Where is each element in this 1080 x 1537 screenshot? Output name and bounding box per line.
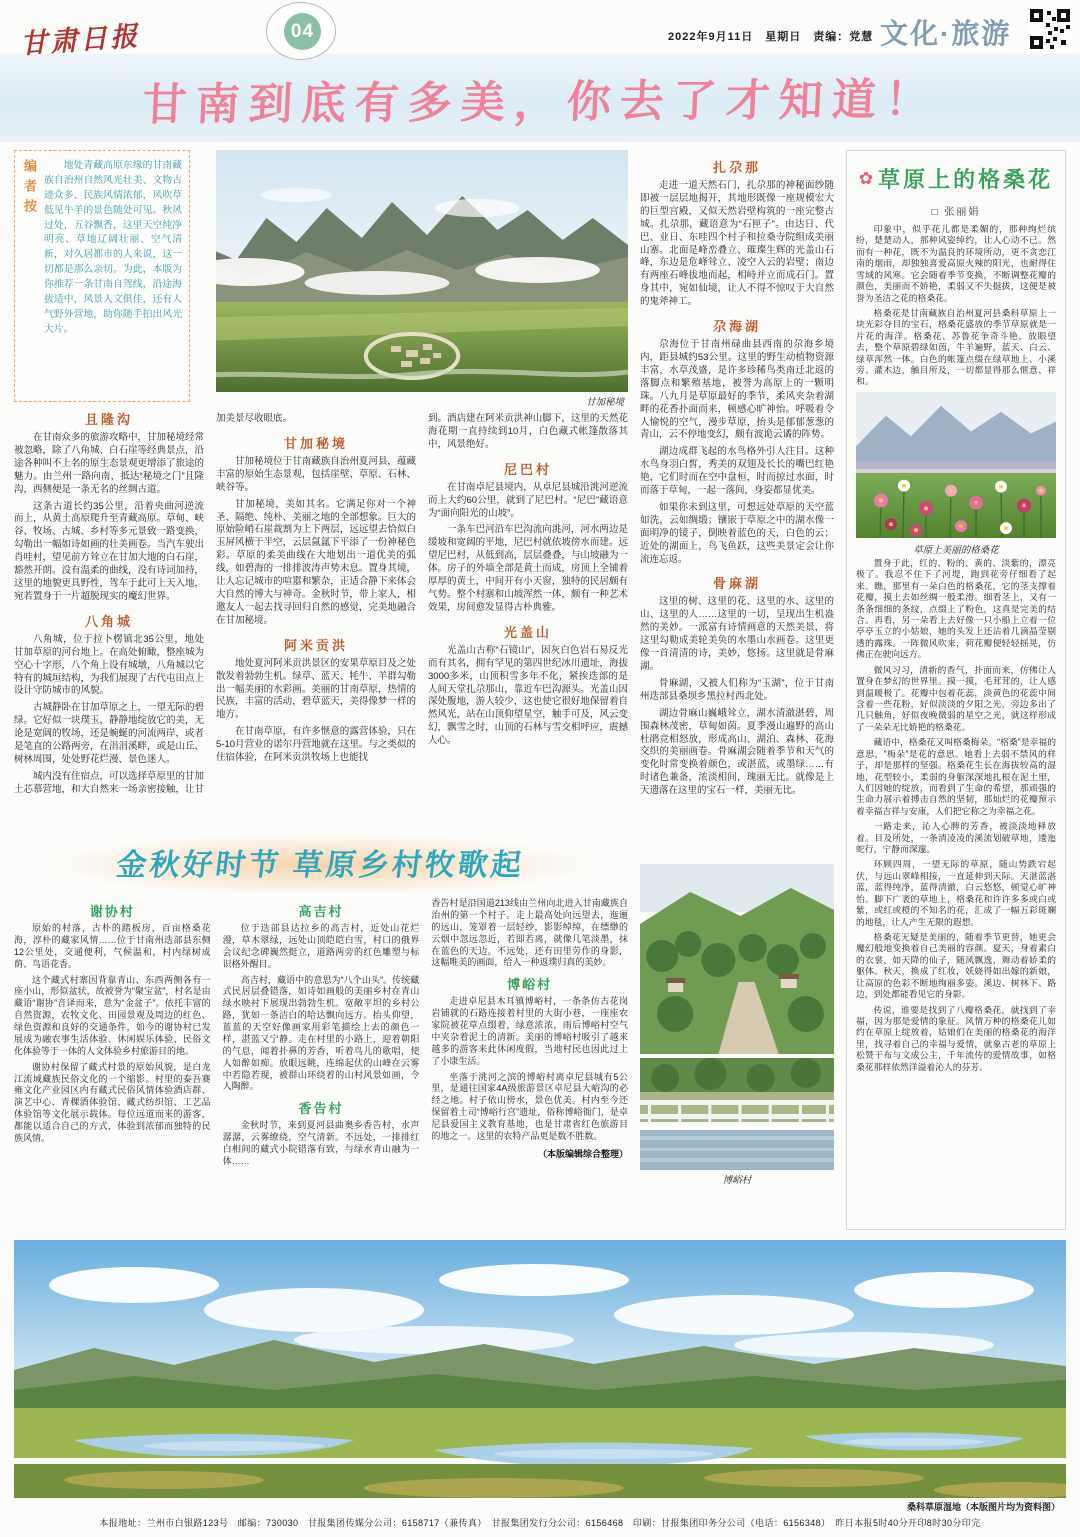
- paragraph: 这个藏式村寨因背靠青山、东西两侧各有一座小山，形似盆状，故被誉为“聚宝盆”，村名是由藏语“谢协”音译而来，意为“金盆子”。依托丰富的自然资源，农牧文化、田园景观及周边的红色、绿色资源和良好的交通条件，如今的谢协村已发展成为融农事生活体验、休闲娱乐体验、民俗文化体验等于一体的人文体验乡村旅游目的地。: [14, 974, 211, 1056]
- editor-note-text: 地处青藏高原东缘的甘南藏族自治州自然风光壮美、文物古迹众多、民族风情浓郁，风吹草低见牛羊的景色随处可见。秋风过处，五谷飘香，这里天空纯净明亮、草地辽阔壮丽、空气清新，对久居都市的人来说，这一切都是那么亲切。为此，本版为你推荐一条甘南自驾线，沿途海拔适中，风景人文俱佳，还有人气野外营地，助你随手拍出风光大片。: [44, 160, 182, 335]
- essay-column: [846, 150, 1066, 1230]
- paragraph: 高吉村，藏语中的意思为“八个山头”。传统藏式民居层叠错落，如诗如画般的美丽乡村在青山绿水映衬下展现出勃勃生机。宽敞平坦的乡村公路，犹如一条洁白的哈达飘向远方。抬头仰望，蓝蓝的天空好像画家用彩笔描绘上去的颜色一样，湛蓝又宁静。走在村里的小路上，迎着朝阳的气息，闻着扑鼻的芳香，听着鸟儿的歌唱，使人如醉如痴。放眼远眺，连绵起伏的山峰在云雾中若隐若现，被群山环绕着的山村风景如画，令人陶醉。: [222, 974, 420, 1092]
- paragraph: 一路走来，沁人心脾的芳香，被淡淡地释放着。目及所处，一条清凌凌的溪流划破草地，逶迤蛇行，宁静而深邃。: [856, 821, 1056, 855]
- paragraph: 格桑花是甘南藏族自治州夏河县桑科草原上一块光彩夺目的宝石，格桑花盛放的季节草原就是一片花的海洋。格桑花、苏鲁花争奇斗艳，放眼望去，整个草原碧绿如茵，牛羊遍野，蓝天、白云、绿草浑然一体。白色的帐篷点缀在绿草地上、小溪旁、灌木边，触目所及，一切都显得那么惬意、祥和。: [856, 307, 1056, 387]
- panorama-photo: [14, 1240, 1066, 1498]
- column-d: [640, 150, 834, 826]
- section-heading: 且隆沟: [84, 412, 133, 427]
- main-headline: 甘南到底有多美，你去了才知道！: [141, 75, 939, 130]
- section-heading: 光盖山: [503, 624, 552, 640]
- paragraph: 走进卓尼县木耳镇博峪村，一条条仿古花岗岩铺就的石路连接着村里的大街小巷，一座座农家院被花草点缀着，绿意浓浓，雨后博峪村空气中夹杂着泥土的清新。美丽的博峪村吸引了越来越多的游客来此休闲度假，当地村民也因此过上了小康生活。: [431, 996, 628, 1066]
- paragraph: 格桑花无疑是美丽的，随着季节更替，她更会魔幻般地变换着自己美丽的容颜。夏天，身着素白的衣裳，如天降的仙子，随风飘逸，舞动着娇柔的躯体。秋天，换成了红妆，妖娆得如出嫁的新娘，让高原的色彩不断地绚丽多姿。溪边、树林下、路边，到处都能看见它的身影。: [856, 931, 1056, 1000]
- paragraph: 传说，谁要是找到了八瓣格桑花，就找到了幸福，因为那是爱情的象征。风情万种的格桑花儿如约在草原上绽放着，姑娘们在美丽的格桑花的海洋里，找寻着自己的幸福与爱情，就象古老的草原上松赞干布与文成公主，千年流传的爱情故事，如格桑花那样依然洋溢着沁人的芬芳。: [856, 1004, 1056, 1072]
- column-b: [216, 411, 416, 825]
- paragraph: 金秋时节，来到夏河县曲奥乡香告村，水声潺潺，云雾缭绕，空气清新。不远处，一排排红白相间的藏式小院错落有致，与绿水青山融为一体……: [222, 1120, 420, 1166]
- section-heading: 尼巴村: [503, 461, 552, 477]
- village-photo-2: [640, 1058, 834, 1170]
- main-photo: [216, 150, 628, 392]
- paragraph: 位于迭部县达拉乡的高吉村，近处山花烂漫，草木翠绿，远处山顶皑皑白雪，村口的俄界会议纪念碑巍然挺立，道路两旁的红色雕塑与标识格外醒目。: [222, 923, 420, 969]
- essay-photo: [856, 392, 1056, 538]
- paragraph: 在甘南草原，有许多惬意的露营体验，只在5-10月营业的诺尔丹营地就在这里。与之类似的住宿体验，在阿米贡洪牧场上也能找: [216, 726, 416, 764]
- section-title: 文化·旅游: [880, 18, 1012, 49]
- band-headline-wrap: [14, 832, 628, 892]
- date-line: 2022年9月11日 星期日 责编：党慧: [668, 31, 874, 43]
- paragraph: 微风习习，清新的香气，扑面而来，仿佛让人置身在梦幻的世界里。摸一摸，毛茸茸的，让人感到温暖极了。花瓣中包着花蕊，淡黄色的花蕊中间含着一些花粉，好似淡淡的夕阳之光，旁边多出了几只触角，好似夜晚微弱的星空之光，就这样形成了一朵朵无比娇艳的格桑花。: [856, 664, 1056, 732]
- paragraph: 到。酒店建在阿米贡洪神山脚下，这里的天然花海花期一直持续到10月，白色藏式帐篷散落其中，风景绝好。: [428, 413, 628, 450]
- paragraph: 在甘南卓尼县境内，从卓尼县城沿洮河逆流而上大约60公里，就到了尼巴村。“尼巴”藏语意为“面向阳光的山坡”。: [428, 481, 628, 519]
- bottom-column-a: [14, 896, 211, 1232]
- paragraph: 尕海位于甘南州碌曲县西南的尕海乡境内，距县城约53公里。这里的野生动植物资源丰富，水草茂盛，是许多珍稀鸟类南迁北返的落脚点和繁殖基地，被誉为高原上的一颗明珠。八九月是草原最好的季节，柔风夹杂着湖畔的花香扑面而来，顿感心旷神怡。呼吸着令人愉悦的空气，漫步草原，抬头是郁郁葱葱的青山，云不停地变幻，颇有波诡云谲的阵势。: [640, 339, 834, 441]
- paragraph: 甘加秘境，美如其名。它满足你对一个神圣、隔绝、纯朴、美丽之地的全部想象。巨大的原始险峭石崖裁割为上下两层，远远望去恰似白玉屏风横于半空，云层氤氲下平添了一份神秘色彩。草原的柔美曲线在大地划出一道优美的弧线，如碧海的一排排波涛声势未息。置身其境，让人忘记城市的喧嚣和繁杂，正适合静下来体会大自然的博大与神奇。金秋时节，带上家人，相邀友人一起去找寻回归自然的感觉，完美地融合在甘加秘境。: [216, 498, 416, 626]
- section-heading: 阿米贡洪: [283, 637, 348, 653]
- village-photo-1: [640, 864, 834, 1054]
- village-photos: [640, 864, 834, 1232]
- paragraph: 湖边骨麻山巍峨耸立，湖水清澈湛碧，周围森林茂密，草甸如茵。夏季漫山遍野的高山杜鹃竞相怒放，形成高山、湖泊、森林、花海交织的美丽画卷。骨麻湖会随着季节和天气的变化时常变换着颜色，或湛蓝，或墨绿……有时诸色兼备，浓淡相间，瑰丽无比。就像是上天遗落在这里的宝石一样，美丽无比。: [640, 707, 834, 797]
- paragraph: 这条古道长约35公里，沿着央曲河逆流而上，从黄土高原爬升至青藏高原。草甸、峡谷、牧场、古城、乡村等多元景致一路变换，勾勒出一幅如诗如画的壮美画卷。当汽车驶出肖哇村，望见前方耸立在甘加大地的白石崖，豁然开朗。没有温柔的曲线，没有诗词加持，这里的地貌更具野性，驾车于此可上天入地，宛若置身于一片超脱现实的魔幻世界。: [14, 500, 204, 602]
- band-headline: 金秋好时节 草原乡村牧歌起: [114, 849, 527, 882]
- masthead-logo: 甘肃日报: [19, 20, 142, 60]
- editor-note: [14, 150, 190, 402]
- paragraph: 骨麻湖，又被人们称为“玉湖”，位于甘南州迭部县桑坝乡黑拉村西北处。: [640, 677, 834, 702]
- paragraph: 湖边成群飞起的水鸟格外引人注目。这种水鸟身羽白皙，秀美的双翅及长长的嘴巴红艳艳，它们时而在空中盘桓，时而掠过水面，时而落于草甸，一起一落间，身姿都显优美。: [640, 446, 834, 497]
- section-heading: 谢协村: [89, 904, 135, 919]
- page-number-badge: 04: [284, 13, 321, 50]
- village-photo-caption: 博峪村: [722, 1175, 752, 1186]
- bottom-column-b: [223, 896, 420, 1232]
- paragraph: 香告村是沿国道213线由兰州向北进入甘南藏族自治州的第一个村子。走上最高处向远望去，迤逦的远山，笼罩着一层轻纱，影影绰绰，在缥缈的云烟中忽远忽近，若即若离，就像几笔淡墨，抹在蓝色的天边。不远处，还有田里劳作的身影，这幅唯美的画面，给人一种返璞归真的美妙。: [431, 898, 628, 968]
- panorama-caption: 桑科草原湿地（本版图片均为资料图）: [906, 1502, 1060, 1512]
- paragraph: 置身于此，红的、粉的、黄的、淡紫的，漂亮极了。我忍不住下了河堤，跑到花旁仔细看了起来。瞧，那里有一朵白色的格桑花，它的茎支撑着花瓣，摸上去如丝绸一般柔滑。细看茎上，又有一条条细细的条纹，点缀上了粉色，这真是完美的结合。再看，另一朵看上去好像一只小船上立着一位亭亭玉立的小姑娘，她的头发上还沾着几滴晶莹剔透的露珠。一阵微风吹来，荷花瓣便轻轻摇晃，仿佛正在驶向远方。: [856, 557, 1056, 660]
- column-c: [428, 411, 628, 825]
- essay-byline: □ 张丽娟: [931, 207, 981, 218]
- section-heading: 尕海湖: [712, 319, 761, 335]
- column-a: [14, 150, 204, 826]
- page-header: [0, 0, 1080, 60]
- bottom-feature: [14, 832, 834, 1232]
- section-heading: 博峪村: [507, 977, 553, 993]
- paragraph: 谢协村保留了藏式村景的原始风貌，是白龙江流域藏族民俗文化的一个缩影。村里的泰吾赛雍文化产业园区内有藏式民俗风情体验酒店群、演艺中心、青稞酒体验馆、藏式纺织馆、工艺品体验馆等文化展示载体。每位远道而来的游客，都能以适合自己的方式，体验到浓郁而独特的民族风情。: [14, 1061, 211, 1143]
- footer-text: 本报地址：兰州市白银路123号 邮编：730030 甘报集团传媒分公司：6158717（兼传真） 甘报集团发行分公司：6156468 印刷：甘报集团印务分公司（电话：6156348） 昨日本报5时40分开印8时30分印完: [99, 1518, 981, 1528]
- paragraph: 加美景尽收眼底。: [216, 413, 293, 424]
- paragraph: 古城静卧在甘加草原之上，一望无际的碧绿。它好似一块璞玉，静静地绽放它的美，无论是宽阔的牧场，还是蜿蜒的河流两岸，或者是笔直的公路两旁，在涓涓溪畔，或是山丘、树林周围，处处野花烂漫、景色迷人。: [14, 702, 204, 765]
- section-heading: 香告村: [298, 1101, 344, 1117]
- paragraph: 甘加秘境位于甘南藏族自治州夏河县，蕴藏丰富的原始生态景观，包括崖壁、草原、石林、峡谷等。: [216, 455, 416, 493]
- section-heading: 扎尕那: [712, 160, 761, 175]
- paragraph: 走进一道天然石门，扎尕那的神秘面纱随即被一层层地揭开，其地形既像一座规模宏大的巨型宫殿，又似天然岩壁构筑的一座完整古城。扎尕那，藏语意为“石匣子”。由达日、代巴、业日、东哇四个村子和拉桑寺院组成美丽山寨。北面是峰峦叠立、璀璨生辉的光盖山石峰，东边是危峰耸立、凌空入云的岩壁；南边有两座石峰拔地而起，相峙并立而成石门。置身其中，宛如仙境，让人不得不惊叹于大自然的鬼斧神工。: [640, 180, 834, 308]
- paragraph: 八角城，位于拉卜楞镇北35公里，地处甘加草原的河台地上。在高处俯瞰，整座城为空心十字形，八个角上设有城墩，八角城以它特有的城垣结构，为我们展现了古代屯田点上设计守防城市的风貌。: [14, 633, 204, 697]
- column-bc: [216, 150, 628, 826]
- left-zone: [14, 150, 834, 1232]
- paragraph: 一条车巴河沿车巴沟流向洮河，河水两边是缓坡和宽阔的平地，尼巴村就依坡傍水而建。远望尼巴村，从低到高，层层叠叠，与山坡融为一体。房子的外墙全部是黄土而成，房顶上全铺着厚厚的黄土，中间开有小天窗，独特的民居颇有气势。整个村寨和山坡浑然一体，颇有一种艺术效果，房间愈发显得古朴典雅。: [428, 524, 628, 613]
- section-heading: 高吉村: [298, 904, 344, 919]
- paragraph: 环顾四周，一望无际的草原，随山势跌宕起伏，与远山翠峰相接，一直延伸到天际。天湛蓝湛蓝，蓝得纯净，蓝得清澈，白云悠悠，顿觉心旷神怡。脚下广袤的草地上，格桑花和许许多多或白或紫，或红或橙的不知名的花，汇成了一幅五彩斑斓的地毯，让人产生无限的遐想。: [856, 859, 1056, 927]
- headline-band: [0, 54, 1080, 142]
- essay-paragraphs-bottom: [856, 558, 1056, 1073]
- paragraph: 光盖山古称“石镜山”，因灰白色岩石易反光而有其名，拥有罕见的第四世纪冰川遗址，海拔3000多米，山顶积雪多年不化，紧挨迭部的是人间天堂扎尕那山，靠近车巴沟源头。光盖山因深处腹地，游人较少，这也使它很好地保留着自然风光，站在山顶仰望星空，触手可及，风云变幻，飘雪之时，山顶的石林与雪交相呼应，震撼人心。: [428, 644, 628, 747]
- top-feature: [14, 150, 834, 826]
- column-a-text: [14, 409, 204, 797]
- essay-title: 草原上的格桑花: [878, 167, 1054, 192]
- editor-note-label: 编者按: [22, 159, 37, 219]
- section-heading: 甘加秘境: [283, 435, 348, 451]
- main-content: [0, 142, 1080, 1232]
- paragraph: 这里的树、这里的花、这里的水、这里的山、这里的人……这里的一切，呈现出生机盎然的美妙。一派富有诗情画意的天然美景，将这里勾勒成美轮美奂的水墨山水画卷。这里更像一首清清的诗，美妙，悠扬。这里就是骨麻湖。: [640, 596, 834, 672]
- essay-photo-caption: 草原上美丽的格桑花: [913, 544, 999, 556]
- bottom-column-c: [431, 896, 628, 1232]
- flower-icon: ✿: [858, 168, 874, 188]
- paragraph: 藏语中，格桑花又叫格桑梅朵。“格桑”是幸福的意思，“梅朵”是花的意思。她看上去弱不禁风的样子，却是那样的坚强。格桑花生长在海拔较高的湿地，花型较小，柔弱的身躯深深地扎根在泥土里，人们因她的绽放，而看到了生命的希望，那顽强的生命力展示着搏击自然的坚韧，那灿烂的花瓣预示着幸福吉祥与安康，人们把它称之为幸福之花。: [856, 737, 1056, 816]
- paragraph: 坐落于洮河之滨的博峪村离卓尼县城有5公里，是通往国家4A级旅游景区卓尼县大峪沟的必经之地。村子依山傍水，景色优美。村内至今还保留着土司“博峪行宫”遗址，俗称博峪衙门，是卓尼县爱国主义教育基地，也是甘肃省红色旅游目的地之一。这里的农特产品更是数不胜数。: [431, 1071, 628, 1141]
- paragraph: 地处夏河阿米贡洪景区的安果草原目及之处散发着勃勃生机。绿草、蓝天、牦牛、羊群勾勒出一幅美丽的水彩画。美丽的甘南草原，热情的民族，丰富的活动，碧草蓝天，美得像梦一样的地方。: [216, 657, 416, 721]
- closing-note: （本版编辑综合整理）: [538, 1148, 628, 1159]
- paragraph: 如果你未到这里，可想远处草原的天空蓝如洗，云如绸缎；镶嵌于草原之中的湖水像一面明净的镜子，倒映着蓝色的天，白色的云；近处的湖面上，鸟飞鱼跃，这些美景定会让你流连忘返。: [640, 501, 834, 565]
- paragraph: 城内没有住宿点，可以选择草原里的甘加土芯慕营地，和大自然来一场亲密接触，让甘: [14, 770, 204, 795]
- paragraph: 原始的村落，古朴的踏板房，百亩格桑花海，淳朴的藏家风情……位于甘南州迭部县东侧12公里处，交通便利，气候温和，村内绿树成荫、鸟语花香。: [14, 923, 211, 969]
- paragraph: 在甘南众多的旅游攻略中，甘加秘境经常被忽略，除了八角城、白石崖等经典景点，沿途各种叫不上名的原生态景观更增添了旅途的魅力。由兰州一路向南，抵达“秘境之门”且隆沟，西侧便是一条无名的丝绸古道。: [14, 432, 204, 495]
- essay-paragraphs-top: [856, 224, 1056, 388]
- paragraph: 印象中，似乎花儿都是柔媚的，那种绚烂缤纷，楚楚动人，那种风姿绰约，让人心动不已。然而有一种花，既不为温良的环境所动，更不贪恋江南的烟雨，却独独喜爱高原火辣的阳光，也耐得住雪域的风寒。它会随着季节变换，不断调整花瓣的颜色，美丽而不娇艳，柔弱又不失挺拔，这便是被誉为圣洁之花的格桑花。: [856, 224, 1056, 303]
- section-heading: 八角城: [84, 613, 133, 629]
- section-heading: 骨麻湖: [712, 576, 761, 592]
- main-photo-caption: 甘加秘境: [585, 397, 624, 408]
- qr-code-icon: [1028, 7, 1072, 51]
